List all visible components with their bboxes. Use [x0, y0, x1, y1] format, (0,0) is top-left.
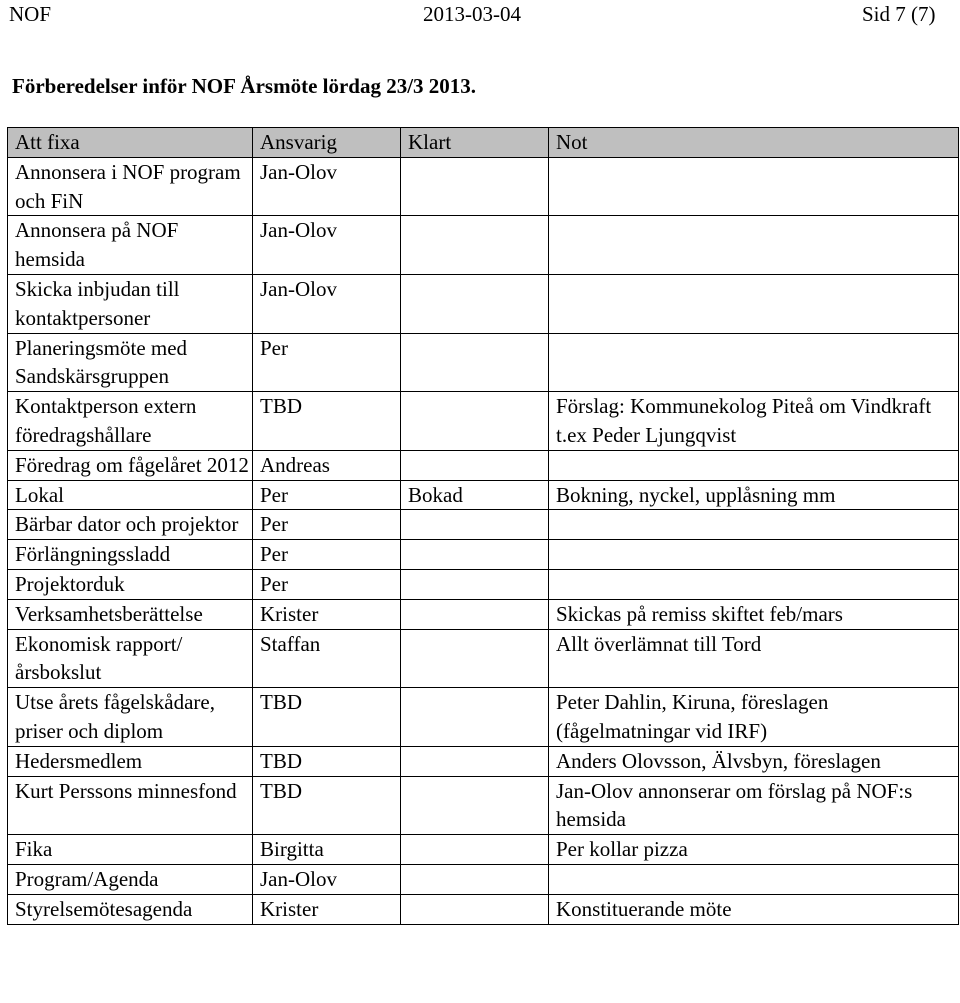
cell-note	[549, 540, 959, 570]
cell-note	[549, 450, 959, 480]
document-title: Förberedelser inför NOF Årsmöte lördag 23/3 2013.	[12, 74, 477, 98]
cell-note	[549, 510, 959, 540]
cell-task: Kurt Perssons minnesfond	[8, 776, 253, 835]
cell-owner: Staffan	[253, 629, 401, 688]
table-row	[8, 864, 959, 894]
cell-done	[401, 688, 549, 747]
cell-task: Lokal	[8, 480, 253, 510]
table-row	[8, 776, 959, 835]
column-header-note: Not	[549, 128, 959, 158]
table-row	[8, 569, 959, 599]
header-org: NOF	[9, 2, 52, 26]
cell-note	[549, 274, 959, 333]
cell-note: Bokning, nyckel, upplåsning mm	[549, 480, 959, 510]
cell-owner: TBD	[253, 776, 401, 835]
cell-task: Projektorduk	[8, 569, 253, 599]
cell-note: Konstituerande möte	[549, 894, 959, 924]
cell-note	[549, 157, 959, 216]
cell-task: Ekonomisk rapport/årsbokslut	[8, 629, 253, 688]
table-row	[8, 835, 959, 865]
cell-task: Annonsera på NOF hemsida	[8, 216, 253, 275]
column-header-owner: Ansvarig	[253, 128, 401, 158]
cell-task: Styrelsemötesagenda	[8, 894, 253, 924]
cell-task: Verksamhetsberättelse	[8, 599, 253, 629]
cell-owner: Jan-Olov	[253, 864, 401, 894]
cell-owner: Birgitta	[253, 835, 401, 865]
cell-task: Planeringsmöte med Sandskärsgruppen	[8, 333, 253, 392]
cell-done	[401, 864, 549, 894]
cell-owner: Krister	[253, 599, 401, 629]
cell-task: Skicka inbjudan till kontaktpersoner	[8, 274, 253, 333]
cell-task: Föredrag om fågelåret 2012	[8, 450, 253, 480]
preparation-table	[7, 127, 959, 925]
table-row	[8, 629, 959, 688]
table-row	[8, 450, 959, 480]
cell-note: Peter Dahlin, Kiruna, föreslagen (fågelmatningar vid IRF)	[549, 688, 959, 747]
cell-note: Per kollar pizza	[549, 835, 959, 865]
cell-done	[401, 746, 549, 776]
cell-note	[549, 864, 959, 894]
cell-owner: TBD	[253, 688, 401, 747]
cell-done	[401, 540, 549, 570]
table-row	[8, 392, 959, 451]
page-header	[0, 0, 960, 28]
table-row	[8, 894, 959, 924]
cell-task: Kontaktperson extern föredragshållare	[8, 392, 253, 451]
header-page-number: Sid 7 (7)	[862, 2, 936, 26]
cell-owner: TBD	[253, 746, 401, 776]
cell-done	[401, 835, 549, 865]
cell-note	[549, 216, 959, 275]
cell-owner: Per	[253, 480, 401, 510]
cell-done	[401, 216, 549, 275]
cell-task: Utse årets fågelskådare, priser och diplom	[8, 688, 253, 747]
column-header-done: Klart	[401, 128, 549, 158]
cell-task: Fika	[8, 835, 253, 865]
cell-task: Hedersmedlem	[8, 746, 253, 776]
header-date: 2013-03-04	[423, 2, 521, 26]
cell-task: Bärbar dator och projektor	[8, 510, 253, 540]
table-row	[8, 746, 959, 776]
table-row	[8, 540, 959, 570]
table-header-row	[8, 128, 959, 158]
cell-done	[401, 599, 549, 629]
cell-done	[401, 392, 549, 451]
table-body	[8, 157, 959, 924]
cell-task: Förlängningssladd	[8, 540, 253, 570]
cell-task: Program/Agenda	[8, 864, 253, 894]
cell-owner: Per	[253, 540, 401, 570]
cell-done	[401, 629, 549, 688]
cell-done	[401, 569, 549, 599]
table-row	[8, 274, 959, 333]
table-row	[8, 688, 959, 747]
cell-owner: TBD	[253, 392, 401, 451]
table-row	[8, 480, 959, 510]
cell-done	[401, 333, 549, 392]
table-row	[8, 510, 959, 540]
cell-done	[401, 776, 549, 835]
cell-note: Allt överlämnat till Tord	[549, 629, 959, 688]
cell-done	[401, 274, 549, 333]
table-row	[8, 599, 959, 629]
cell-done	[401, 894, 549, 924]
cell-owner: Andreas	[253, 450, 401, 480]
cell-done	[401, 157, 549, 216]
cell-done	[401, 510, 549, 540]
cell-owner: Krister	[253, 894, 401, 924]
cell-owner: Per	[253, 333, 401, 392]
cell-note: Jan-Olov annonserar om förslag på NOF:s hemsida	[549, 776, 959, 835]
cell-owner: Jan-Olov	[253, 157, 401, 216]
cell-task: Annonsera i NOF program och FiN	[8, 157, 253, 216]
cell-owner: Per	[253, 510, 401, 540]
cell-owner: Jan-Olov	[253, 216, 401, 275]
cell-note: Förslag: Kommunekolog Piteå om Vindkraft t.ex Peder Ljungqvist	[549, 392, 959, 451]
cell-note: Skickas på remiss skiftet feb/mars	[549, 599, 959, 629]
table-row	[8, 157, 959, 216]
cell-done: Bokad	[401, 480, 549, 510]
table-row	[8, 333, 959, 392]
cell-note	[549, 333, 959, 392]
cell-owner: Per	[253, 569, 401, 599]
cell-done	[401, 450, 549, 480]
cell-owner: Jan-Olov	[253, 274, 401, 333]
column-header-task: Att fixa	[8, 128, 253, 158]
cell-note: Anders Olovsson, Älvsbyn, föreslagen	[549, 746, 959, 776]
table-row	[8, 216, 959, 275]
cell-note	[549, 569, 959, 599]
